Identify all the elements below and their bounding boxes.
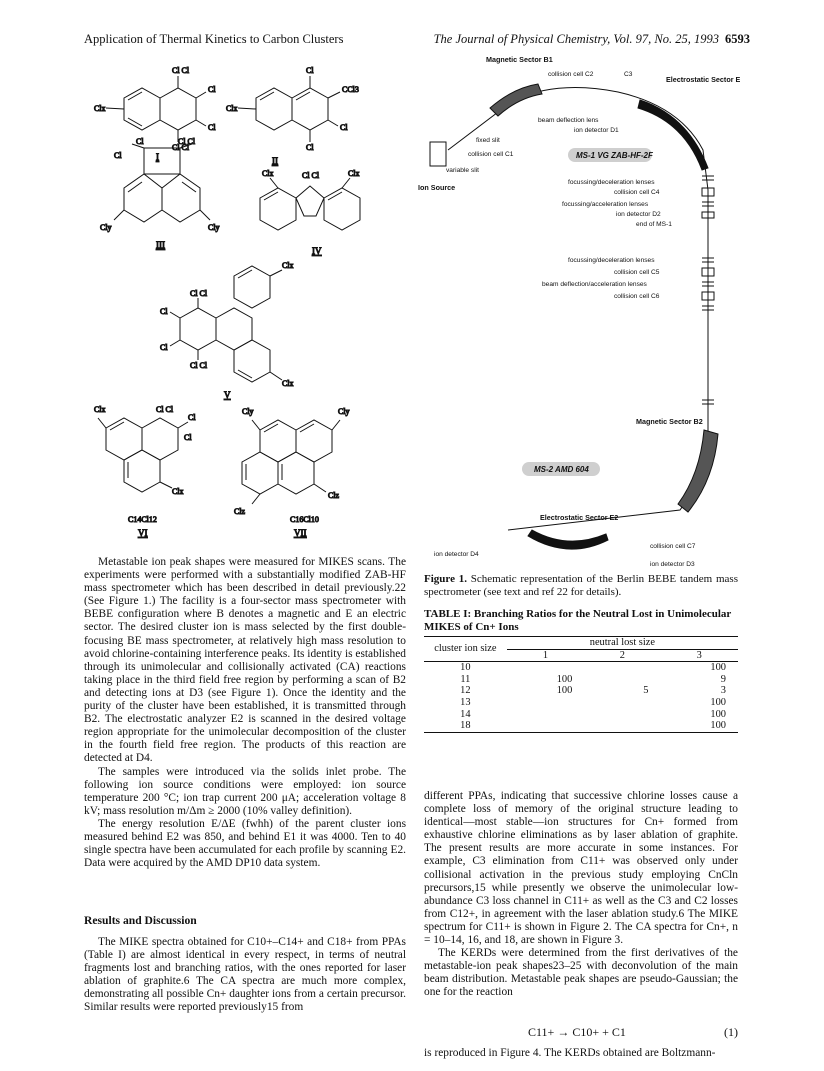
cl-label: Cl [160, 343, 168, 352]
paragraph: different PPAs, indicating that successive chlorine losses cause a complete loss of memory of the original structure leading to identical—most stable—ion structures for Cn+ formed from exhaustive chlorine eliminations as by laser ablation of graphite. The present results are more accurate in some instances. For example, C3 elimination from C11+ was observed only under collisional activation in the previous study employing CnCln precursors,15 while presently we observe the unimolecular low-abundance C3 loss channel in C11+ as well as the C3 and C2 losses from C12+, in agreement with the laser ablation study.6 The MIKE spectrum for C11+ is shown in Figure 2. The CA spectra for Cn+, n = 10–14, 16, and 18, are shown in Figure 3. [424, 790, 738, 947]
table-cell: 5 [643, 685, 649, 697]
structure-iii [100, 137, 220, 250]
formula-vii: C16Cl10 [290, 515, 319, 524]
label-ion-detector-d2: ion detector D2 [616, 211, 661, 218]
table-row [424, 709, 738, 721]
paragraph: The MIKE spectra obtained for C10+–C14+ and C18+ from PPAs (Table I) are almost identical in every respect, in terms of neutral fragments lost and branching ratios, with the ones reported for laser ablation of graphite.6 The CA spectra are much more complex, demonstrating all possible Cn+ daughter ions from a certain precursor. Similar results were reported previously15 from [84, 936, 406, 1014]
table-cell: 100 [710, 662, 726, 674]
label-focusing-deceleration-2: focussing/deceleration lenses [568, 257, 655, 264]
table-subhead: 3 [696, 649, 702, 661]
cl-label: Cl Cl [156, 405, 174, 414]
cl-label: Cl [136, 137, 144, 146]
label-ion-detector-d4: ion detector D4 [434, 551, 479, 558]
paragraph: The energy resolution E/ΔE (fwhh) of the parent cluster ions measured behind E2 was 850, and behind E1 it was 4000. Ten to 40 single spectra have been accumulated for each profile by scanning E2. Data were acquired by the AMD DP10 data system. [84, 817, 406, 870]
label-end-ms1: end of MS-1 [636, 221, 672, 228]
table-cell: 3 [720, 685, 726, 697]
equation-number: (1) [724, 1025, 738, 1039]
table-cell: 100 [710, 720, 726, 732]
table-subhead: 1 [542, 649, 549, 661]
label-collision-cell-c7: collision cell C7 [650, 543, 696, 550]
paragraph-continuation: is reproduced in Figure 4. The KERDs obtained are Boltzmann- [424, 1047, 716, 1059]
table-cell: 12 [460, 685, 471, 697]
left-column-body [84, 556, 406, 870]
structure-vii [234, 407, 350, 538]
figure-1-text: Schematic representation of the Berlin BEBE tandem mass spectrometer (see text and ref 22 for details). [424, 573, 738, 598]
table-cell [507, 697, 585, 709]
ion-beam-path-ms1 [448, 88, 708, 411]
table-cell [584, 674, 660, 686]
table-cell: 14 [460, 708, 471, 720]
structure-label-iii: III [156, 240, 165, 250]
table-group-head: neutral lost size [507, 637, 738, 650]
cl-label: Cl Cl [178, 137, 196, 146]
cl-label: Cl [114, 151, 122, 160]
table-cell: 10 [460, 662, 471, 674]
schematic-svg [418, 50, 740, 570]
cl-label: Clx [282, 379, 294, 388]
table-1-label: TABLE I: [424, 608, 472, 620]
table-row [424, 685, 738, 697]
label-ion-source: Ion Source [418, 183, 456, 192]
cl-label: Cl [208, 123, 216, 132]
table-row [424, 674, 738, 686]
electrostatic-sector-e2-shape [528, 530, 608, 549]
table-cell [584, 697, 660, 709]
table-subhead: 2 [619, 649, 625, 661]
cl-label: Clx [172, 487, 184, 496]
label-electrostatic-sector-e1: Electrostatic Sector E1 [666, 75, 740, 84]
table-row [424, 662, 738, 674]
label-collision-cell-c4: collision cell C4 [614, 189, 660, 196]
table-cell [507, 720, 585, 732]
table-cell: 100 [710, 708, 726, 720]
cl-label: Clx [94, 405, 106, 414]
table-cell [584, 662, 660, 674]
paragraph: The samples were introduced via the solids inlet probe. The following ion source conditions were employed: ion source temperature 200 °C; ion trap current 200 μA; acceleration voltage 8 kV; mass resolution m/Δm ≥ 2000 (10% valley definition). [84, 765, 406, 817]
ccl3-label: CCl3 [342, 85, 359, 94]
structure-label-ii: II [272, 156, 278, 166]
chemical-structures-figure [84, 48, 406, 548]
label-ion-detector-d3: ion detector D3 [650, 561, 695, 568]
label-ms2: MS-2 AMD 604 [534, 465, 589, 474]
mass-spectrometer-schematic [418, 50, 740, 570]
table-cell: 100 [710, 696, 726, 708]
label-collision-cell-c6: collision cell C6 [614, 293, 660, 300]
figure-1-caption [424, 573, 738, 598]
cl-label: Cly [338, 407, 350, 416]
label-magnetic-sector-b2: Magnetic Sector B2 [636, 417, 703, 426]
cl-label: Clz [328, 491, 340, 500]
equation-expression: C11+ → C10+ + C1 [528, 1025, 626, 1039]
structure-label-iv: IV [312, 246, 322, 256]
cl-label: Clx [226, 104, 238, 113]
cl-label: Cl [188, 413, 196, 422]
cl-label: Cl [184, 433, 192, 442]
cl-label: Clz [234, 507, 246, 516]
cl-label: Cl Cl [172, 143, 190, 152]
structure-v [160, 261, 294, 400]
paragraph: The KERDs were determined from the first derivatives of the metastable-ion peak shapes23–25 with deconvolution of the main beam distribution. Metastable peak shapes are pseudo-Gaussian; the one for the reaction [424, 947, 738, 999]
table-cell [584, 720, 660, 732]
paragraph: Metastable ion peak shapes were measured for MIKES scans. The experiments were performed with a substantially modified ZAB-HF mass spectrometer which has been described in detail previously.22 (See Figure 1.) The facility is a four-sector mass spectrometer with BEBE configuration where B denotes a magnetic and E an electric sector. The desired cluster ion is mass selected by the first double-focusing BE mass spectrometer, at relatively high mass resolution to avoid chlorine-containing interference peaks. Its identity is established through its unimolecular and collisionally activated (CA) reactions taking place in the third field free region by performing a scan of B2 and detecting ions at D3 (see Figure 1). Once the identity and the purity of the cluster have been established, it is transmitted through B2. The electrostatic analyzer E2 is scanned in the desired voltage region appropriate for the unimolecular decomposition of the cluster in the fourth field free region. The products of this reaction are detected at D4. [84, 556, 406, 765]
table-cell: 13 [460, 696, 471, 708]
structures-svg [84, 48, 406, 548]
left-column-results [84, 936, 406, 1015]
magnetic-sector-b1-shape [490, 84, 542, 116]
cl-label: Cl [306, 143, 314, 152]
label-collision-cell-c2: collision cell C2 [548, 71, 594, 78]
page-number: 6593 [725, 32, 750, 46]
running-head-title: Application of Thermal Kinetics to Carbon Clusters [84, 32, 344, 46]
table-cell: 11 [460, 673, 471, 685]
label-electrostatic-sector-e2: Electrostatic Sector E2 [540, 513, 619, 522]
label-beam-deflection-acceleration: beam deflection/acceleration lenses [542, 281, 647, 288]
cl-label: Cl Cl [190, 289, 208, 298]
cl-label: Cl [306, 66, 314, 75]
table-cell: 100 [556, 673, 573, 685]
cl-label: Cl [160, 307, 168, 316]
structure-label-vi: VI [138, 528, 148, 538]
cl-label: Cl Cl [172, 66, 190, 75]
table-col-head: cluster ion size [424, 637, 507, 662]
table-cell [584, 709, 660, 721]
table-cell [507, 662, 585, 674]
section-heading: Results and Discussion [84, 914, 197, 927]
label-ms1: MS-1 VG ZAB-HF-2F [576, 151, 653, 160]
label-c3: C3 [624, 71, 633, 78]
table-row [424, 720, 738, 732]
cl-label: Cl [340, 123, 348, 132]
cl-label: Cl Cl [302, 171, 320, 180]
structure-vi [94, 405, 196, 538]
label-variable-slit: variable slit [446, 167, 479, 174]
cl-label: Cl Cl [190, 361, 208, 370]
cl-label: Cly [208, 223, 220, 232]
structure-label-i: I [156, 152, 159, 162]
table-cell: 100 [556, 685, 573, 697]
cl-label: Cly [100, 223, 112, 232]
structure-ii [226, 66, 359, 166]
branching-ratio-table [424, 636, 738, 733]
label-collision-cell-c5: collision cell C5 [614, 269, 660, 276]
table-1-title [424, 608, 738, 633]
label-focusing-deceleration-1: focussing/deceleration lenses [568, 179, 655, 186]
ion-source-shape [430, 142, 446, 166]
structure-label-vii: VII [294, 528, 307, 538]
journal-citation: The Journal of Physical Chemistry, Vol. 97, No. 25, 1993 [433, 32, 719, 46]
label-fixed-slit: fixed slit [476, 137, 500, 144]
right-column-body [424, 790, 738, 1000]
table-cell [507, 709, 585, 721]
label-ion-detector-d1: ion detector D1 [574, 127, 619, 134]
table-cell: 18 [460, 720, 471, 732]
magnetic-sector-b2-shape [678, 430, 718, 512]
label-collision-cell-c1: collision cell C1 [468, 151, 514, 158]
structure-label-v: V [224, 390, 231, 400]
label-focusing-acceleration: focussing/acceleration lenses [562, 201, 649, 208]
structure-iv [260, 169, 360, 256]
running-head-journal [434, 32, 750, 47]
cl-label: Clx [94, 104, 106, 113]
label-beam-deflection-lens: beam deflection lens [538, 117, 599, 124]
cl-label: Clx [262, 169, 274, 178]
table-cell: 9 [720, 673, 726, 685]
formula-vi: C14Cl12 [128, 515, 157, 524]
figure-1-label: Figure 1. [424, 573, 467, 585]
cl-label: Cl [208, 85, 216, 94]
cl-label: Clx [282, 261, 294, 270]
label-magnetic-sector-b1: Magnetic Sector B1 [486, 55, 553, 64]
cl-label: Cly [242, 407, 254, 416]
table-1-caption: Branching Ratios for the Neutral Lost in Unimolecular MIKES of Cn+ Ions [424, 608, 732, 633]
table-row [424, 697, 738, 709]
cl-label: Clx [348, 169, 360, 178]
